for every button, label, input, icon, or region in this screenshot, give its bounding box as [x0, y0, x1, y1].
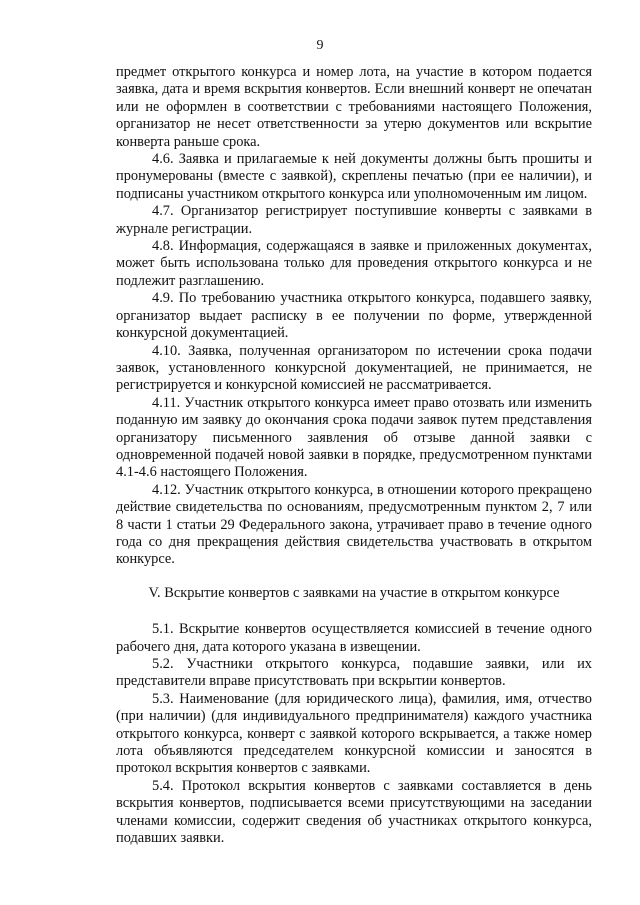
document-body — [116, 64, 592, 847]
paragraph-5-4: 5.4. Протокол вскрытия конвертов с заявками составляется в день вскрытия конвертов, подписывается всеми присутствующими на заседании членами комиссии, содержит сведения об участниках открытого конкурса, подавших заявки. — [116, 777, 592, 847]
paragraph-4-7: 4.7. Организатор регистрирует поступившие конверты с заявками в журнале регистрации. — [116, 203, 592, 237]
page-number: 9 — [316, 38, 324, 53]
paragraph-4-11: 4.11. Участник открытого конкурса имеет право отозвать или изменить поданную им заявку до окончания срока подачи заявок путем представления организатору письменного заявления об отзыве данной заявки с одновременной подачей новой заявки в порядке, предусмотренном пунктами 4.1-4.6 настоящего Положения. — [116, 394, 592, 481]
paragraph-4-6: 4.6. Заявка и прилагаемые к ней документы должны быть прошиты и пронумерованы (вместе с заявкой), скреплены печатью (при ее наличии), и подписаны участником открытого конкурса или уполномоченным им лицом. — [116, 151, 592, 202]
paragraph-4-5-continuation: предмет открытого конкурса и номер лота, на участие в котором подается заявка, дата и время вскрытия конвертов. Если внешний конверт не опечатан или не оформлен в соответствии с требованиями настоящего Положения, организатор не несет ответственности за утерю документов или вскрытие конверта раньше срока. — [116, 64, 592, 150]
paragraph-4-8: 4.8. Информация, содержащаяся в заявке и приложенных документах, может быть использована только для проведения открытого конкурса и не подлежит разглашению. — [116, 238, 592, 289]
paragraph-4-12: 4.12. Участник открытого конкурса, в отношении которого прекращено действие свидетельства по основаниям, предусмотренным пунктом 2, 7 или 8 части 1 статьи 29 Федерального закона, утрачивает право в течение одного года со дня прекращения действия свидетельства участвовать в открытом конкурсе. — [116, 481, 592, 568]
paragraph-4-9: 4.9. По требованию участника открытого конкурса, подавшего заявку, организатор выдает расписку в ее получении по форме, утвержденной конкурсной документацией. — [116, 290, 592, 342]
paragraph-5-2: 5.2. Участники открытого конкурса, подавшие заявки, или их представители вправе присутствовать при вскрытии конвертов. — [116, 656, 592, 690]
paragraph-5-3: 5.3. Наименование (для юридического лица), фамилия, имя, отчество (при наличии) (для индивидуального предпринимателя) каждого участника открытого конкурса, конверт с заявкой которого вскрывается, а также номер лота объявляются председателем конкурсной комиссии и заносятся в протокол вскрытия конвертов с заявками. — [116, 690, 592, 777]
paragraph-5-1: 5.1. Вскрытие конвертов осуществляется комиссией в течение одного рабочего дня, дата которого указана в извещении. — [116, 621, 592, 655]
section-heading: V. Вскрытие конвертов с заявками на участие в открытом конкурсе — [148, 584, 560, 601]
paragraph-4-10: 4.10. Заявка, полученная организатором по истечении срока подачи заявок, установленного конкурсной документацией, не принимается, не регистрируется и конкурсной комиссией не рассматривается. — [116, 342, 592, 394]
